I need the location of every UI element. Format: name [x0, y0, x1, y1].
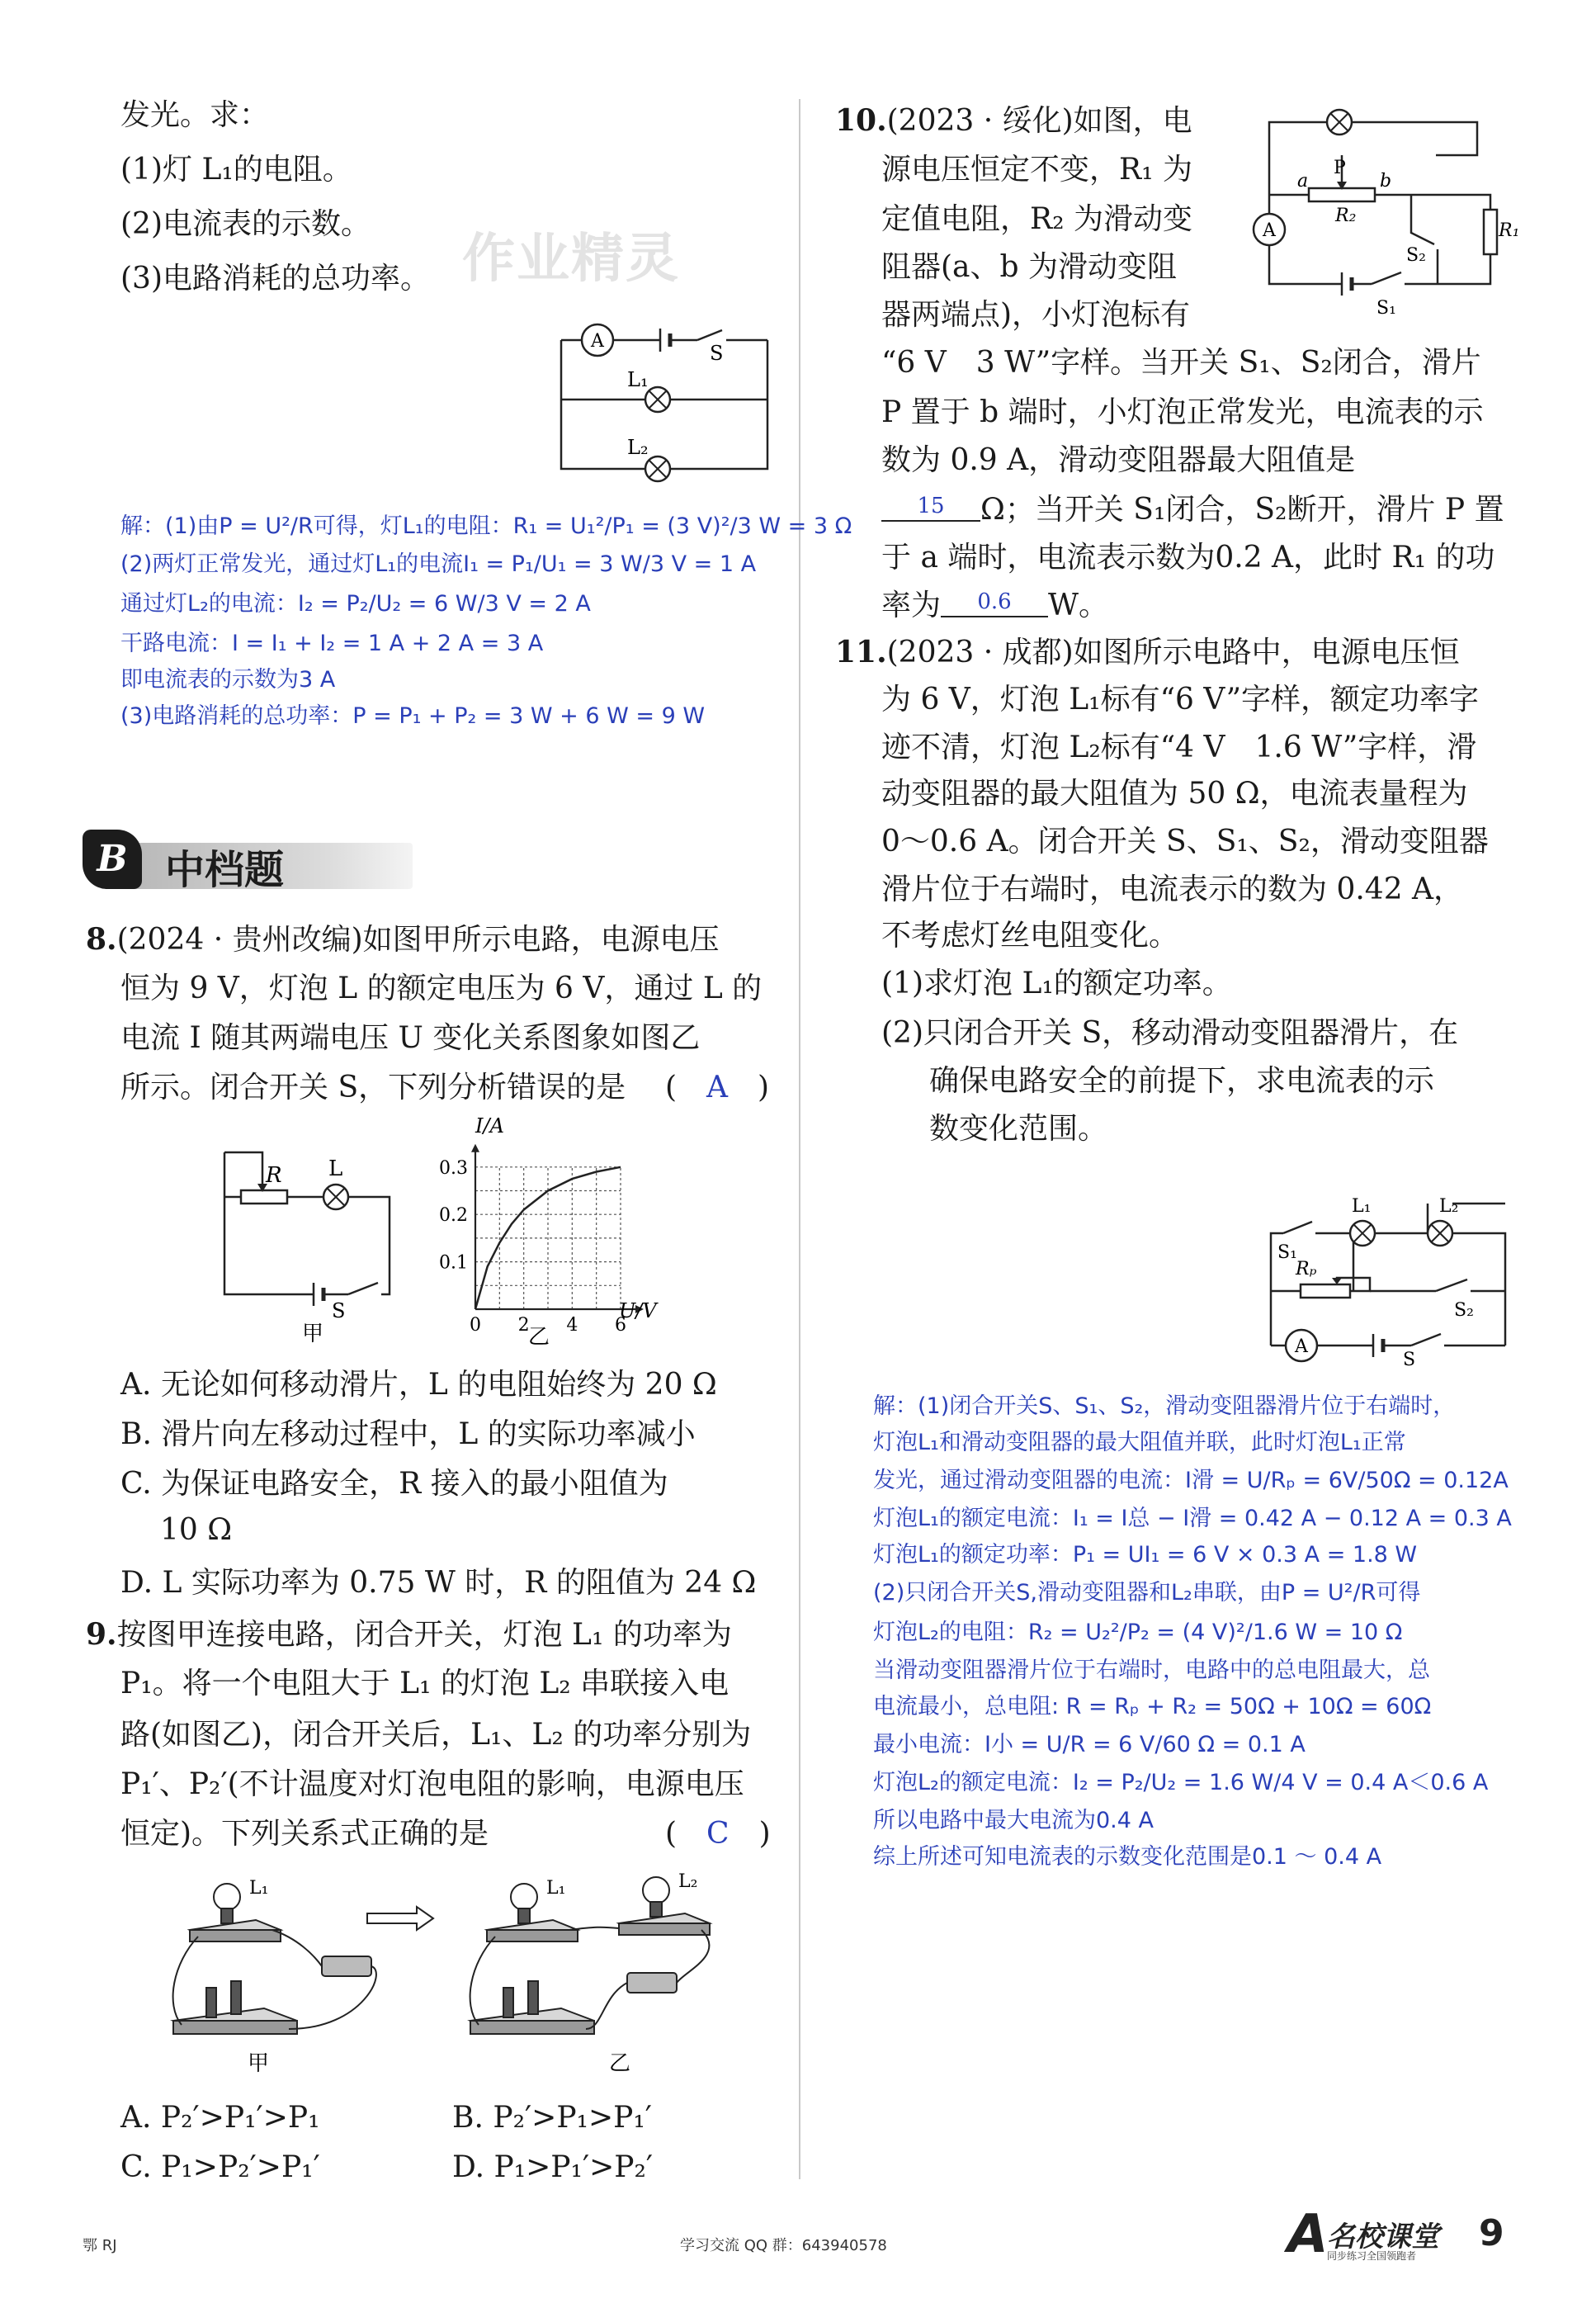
r2-label: R₂ — [1335, 206, 1357, 226]
q11-circuit-diagram — [1246, 1154, 1518, 1369]
chart-y-tick-label: 0.2 — [439, 1205, 468, 1227]
q11-solution-line-11: 灯泡L₂的额定电流：I₂ = P₂/U₂ = 1.6 W/4 V = 0.4 A＜0.6 A — [873, 1770, 1489, 1795]
ammeter-label: A — [1263, 220, 1276, 241]
q8-circuit-jia — [216, 1119, 406, 1346]
end-a-label: a — [1297, 171, 1309, 192]
q9-option-d: D. P₁>P₁′>P₂′ — [452, 2150, 654, 2184]
q9-stem-line-5: 恒定)。下列关系式正确的是 — [120, 1817, 489, 1851]
s2-label: S₂ — [1454, 1300, 1474, 1321]
resistor-label: R — [266, 1163, 282, 1188]
q8-stem-line-1: 8.(2024 · 贵州改编)如图甲所示电路，电源电压 — [86, 922, 720, 957]
ammeter-label: A — [591, 331, 604, 352]
q7-solution-line-3: 通过灯L₂的电流：I₂ = P₂/U₂ = 6 W/3 V = 2 A — [120, 591, 591, 617]
q7-solution-line-6: (3)电路消耗的总功率：P = P₁ + P₂ = 3 W + 6 W = 9 W — [120, 703, 706, 729]
s2-label: S₂ — [1406, 245, 1426, 266]
chart-y-tick-label: 0.3 — [439, 1157, 468, 1179]
slider-p-label: P — [1334, 158, 1346, 178]
q8-option-a: A. 无论如何移动滑片，L 的电阻始终为 20 Ω — [120, 1368, 717, 1402]
q7-part-2: (2)电流表的示数。 — [120, 207, 371, 241]
q7-solution-line-2: (2)两灯正常发光，通过灯L₁的电流I₁ = P₁/U₁ = 3 W/3 V = 1 A — [120, 551, 757, 577]
q10-blank-1[interactable]: 15 — [881, 492, 980, 522]
end-b-label: b — [1380, 171, 1392, 192]
q10-number: 10. — [835, 103, 887, 138]
q9-option-a: A. P₂′>P₁′>P₁ — [120, 2101, 320, 2135]
q11-stem-line-3: 迹不清，灯泡 L₂标有“4 V 1.6 W”字样，滑 — [881, 731, 1477, 764]
figure-caption-jia: 甲 — [248, 2051, 270, 2076]
page-number: 9 — [1479, 2212, 1504, 2254]
q9-number: 9. — [86, 1617, 117, 1652]
r1-label: R₁ — [1499, 220, 1520, 241]
q7-solution-line-5: 即电流表的示数为3 A — [120, 667, 336, 693]
l2-label: L₂ — [1439, 1196, 1459, 1217]
q8-stem-line-3: 电流 I 随其两端电压 U 变化关系图象如图乙 — [120, 1021, 701, 1055]
q11-solution-line-2: 灯泡L₁和滑动变阻器的最大阻值并联，此时灯泡L₁正常 — [873, 1430, 1406, 1455]
q10-stem-line-10: 于 a 端时，电流表示数为0.2 A，此时 R₁ 的功 — [881, 541, 1495, 575]
q11-solution-line-5: 灯泡L₁的额定功率：P₁ = UI₁ = 6 V × 0.3 A = 1.8 W — [873, 1542, 1418, 1568]
q9-lamp-l2-label: L₂ — [678, 1871, 698, 1892]
q10-stem-line-6: “6 V 3 W”字样。当开关 S₁、S₂闭合，滑片 — [881, 346, 1481, 380]
q11-solution-line-7: 灯泡L₂的电阻：R₂ = U₂²/P₂ = (4 V)²/1.6 W = 10 Ω — [873, 1620, 1403, 1645]
q10-stem-line-11: 率为 0.6 W。 — [881, 589, 1109, 622]
column-divider — [799, 99, 800, 2179]
q11-solution-line-8: 当滑动变阻器滑片位于右端时，电路中的总电阻最大，总 — [873, 1658, 1430, 1683]
s-label: S — [1403, 1350, 1416, 1370]
q8-option-d: D. L 实际功率为 0.75 W 时，R 的阻值为 24 Ω — [120, 1566, 757, 1600]
q10-stem-line-3: 定值电阻，R₂ 为滑动变 — [881, 202, 1192, 236]
switch-label: S — [332, 1299, 346, 1322]
chart-y-arrow — [471, 1144, 479, 1152]
brand-name: 名校课堂 — [1327, 2221, 1439, 2254]
q11-part-1: (1)求灯泡 L₁的额定功率。 — [881, 967, 1232, 1000]
ammeter-label: A — [1295, 1336, 1308, 1357]
chart-y-axis-label: I/A — [475, 1114, 504, 1137]
footer-qq-group: 学习交流 QQ 群：643940578 — [680, 2237, 887, 2254]
chart-caption: 乙 — [528, 1325, 550, 1350]
q11-solution-line-3: 发光，通过滑动变阻器的电流：I滑 = U/Rₚ = 6V/50Ω = 0.12A — [873, 1468, 1509, 1493]
q8-number: 8. — [86, 922, 117, 957]
switch-label: S — [710, 342, 724, 365]
s1-label: S₁ — [1376, 298, 1396, 319]
q8-answer: A — [706, 1071, 729, 1104]
q11-stem-line-4: 动变阻器的最大阻值为 50 Ω，电流表量程为 — [881, 777, 1468, 811]
q10-stem-line-4: 阻器(a、b 为滑动变阻 — [881, 250, 1177, 284]
lamp-label: L — [328, 1156, 343, 1181]
chart-y-tick-label: 0.1 — [439, 1252, 468, 1274]
q9-answer-bracket: ( C ) — [665, 1817, 771, 1851]
q11-part-2-cont-2: 数变化范围。 — [929, 1112, 1108, 1146]
lamp-l2-label: L₂ — [627, 436, 649, 459]
chart-x-tick-label: 0 — [470, 1315, 481, 1336]
q9-stem-line-1: 9.按图甲连接电路，闭合开关，灯泡 L₁ 的功率为 — [86, 1617, 732, 1652]
lamp-l1-label: L₁ — [627, 368, 649, 391]
q11-stem-line-1: 11.(2023 · 成都)如图所示电路中，电源电压恒 — [835, 635, 1460, 669]
q8-stem-line-4: 所示。闭合开关 S，下列分析错误的是 — [120, 1071, 626, 1104]
q10-stem-line-8: 数为 0.9 A，滑动变阻器最大阻值是 — [881, 443, 1356, 477]
section-header — [83, 830, 330, 896]
q10-stem-line-2: 源电压恒定不变，R₁ 为 — [881, 153, 1192, 187]
chart-x-axis-label: U/V — [619, 1299, 657, 1322]
q11-solution-line-10: 最小电流：I小 = U/R = 6 V/60 Ω = 0.1 A — [873, 1732, 1306, 1757]
q11-stem-line-2: 为 6 V，灯泡 L₁标有“6 V”字样，额定功率字 — [881, 683, 1480, 717]
chart-axes — [471, 1144, 644, 1313]
chart-x-tick-label: 4 — [566, 1315, 578, 1336]
section-title: 中档题 — [165, 847, 285, 893]
q9-lamp-l1-label: L₁ — [249, 1878, 269, 1899]
figure-caption-jia: 甲 — [302, 1322, 324, 1346]
q11-part-2: (2)只闭合开关 S，移动滑动变阻器滑片，在 — [881, 1016, 1459, 1050]
q11-solution-line-4: 灯泡L₁的额定电流：I₁ = I总 − I滑 = 0.42 A − 0.12 A = 0.3 A — [873, 1506, 1512, 1531]
q9-lamp-l1-label-yi: L₁ — [546, 1878, 566, 1899]
q10-circuit-diagram — [1244, 97, 1520, 329]
q9-physical-circuits — [157, 1872, 751, 2087]
chart-x-tick-label: 2 — [517, 1315, 530, 1336]
q10-stem-line-5: 器两端点)，小灯泡标有 — [881, 298, 1191, 332]
q11-solution-line-12: 所以电路中最大电流为0.4 A — [873, 1808, 1154, 1833]
l1-label: L₁ — [1352, 1196, 1372, 1217]
q8-option-c-cont: 10 Ω — [160, 1513, 233, 1547]
iu-chart — [421, 1111, 668, 1350]
q10-stem-line-9: 15 Ω；当开关 S₁闭合，S₂断开，滑片 P 置 — [881, 492, 1504, 528]
q11-part-2-cont-1: 确保电路安全的前提下，求电流表的示 — [929, 1064, 1435, 1098]
figure-caption-yi: 乙 — [609, 2051, 631, 2076]
s1-label: S₁ — [1277, 1242, 1297, 1263]
q10-blank-2[interactable]: 0.6 — [941, 588, 1048, 617]
q7-solution-line-4: 干路电流：I = I₁ + I₂ = 1 A + 2 A = 3 A — [120, 631, 544, 656]
q7-solution-line-1: 解：(1)由P = U²/R可得，灯L₁的电阻：R₁ = U₁²/P₁ = (3 V)²/3 W = 3 Ω — [120, 513, 852, 539]
q7-part-1: (1)灯 L₁的电阻。 — [120, 153, 352, 187]
q10-stem-line-1: 10.(2023 · 绥化)如图，电 — [835, 103, 1192, 138]
q8-answer-bracket: ( A ) — [665, 1071, 770, 1104]
q11-stem-line-7: 不考虑灯丝电阻变化。 — [881, 919, 1179, 953]
q9-option-b: B. P₂′>P₁>P₁′ — [452, 2101, 652, 2135]
q10-stem-line-7: P 置于 b 端时，小灯泡正常发光，电流表的示 — [881, 395, 1484, 429]
chart-grid — [475, 1167, 621, 1309]
section-badge: B — [83, 830, 142, 889]
q11-number: 11. — [835, 635, 887, 669]
q9-stem-line-4: P₁′、P₂′(不计温度对灯泡电阻的影响，电源电压 — [120, 1767, 744, 1801]
q9-answer: C — [706, 1817, 730, 1851]
rp-label: Rₚ — [1296, 1259, 1317, 1279]
chart-x-tick-label: 6 — [615, 1315, 626, 1336]
q9-option-c: C. P₁>P₂′>P₁′ — [120, 2150, 320, 2184]
footer-edition: 鄂 RJ — [83, 2237, 117, 2254]
watermark: 作业精灵 — [462, 229, 680, 290]
q11-solution-line-1: 解：(1)闭合开关S、S₁、S₂，滑动变阻器滑片位于右端时， — [873, 1393, 1456, 1419]
q11-solution-line-9: 电流最小，总电阻: R = Rₚ + R₂ = 50Ω + 10Ω = 60Ω — [873, 1694, 1432, 1719]
q11-stem-line-6: 滑片位于右端时，电流表示的数为 0.42 A， — [881, 873, 1464, 906]
q7-part-3: (3)电路消耗的总功率。 — [120, 262, 430, 296]
q11-solution-line-6: (2)只闭合开关S,滑动变阻器和L₂串联，由P = U²/R可得 — [873, 1580, 1421, 1606]
q8-option-c: C. 为保证电路安全，R 接入的最小阻值为 — [120, 1467, 668, 1501]
q11-stem-line-5: 0～0.6 A。闭合开关 S、S₁、S₂，滑动变阻器 — [881, 825, 1489, 858]
q9-stem-line-3: 路(如图乙)，闭合开关后，L₁、L₂ 的功率分别为 — [120, 1718, 752, 1752]
q11-solution-line-13: 综上所述可知电流表的示数变化范围是0.1 ～ 0.4 A — [873, 1844, 1382, 1870]
q8-option-b: B. 滑片向左移动过程中，L 的实际功率减小 — [120, 1417, 696, 1451]
brand-logo: A 名校课堂 同步练习全国领跑者 — [1287, 2204, 1439, 2265]
q8-stem-line-2: 恒为 9 V，灯泡 L 的额定电压为 6 V，通过 L 的 — [120, 972, 763, 1005]
q9-stem-line-2: P₁。将一个电阻大于 L₁ 的灯泡 L₂ 串联接入电 — [120, 1667, 730, 1700]
q7-line-1: 发光。求： — [120, 98, 270, 132]
brand-subtitle: 同步练习全国领跑者 — [1327, 2250, 1417, 2262]
q7-circuit-diagram — [545, 305, 784, 495]
